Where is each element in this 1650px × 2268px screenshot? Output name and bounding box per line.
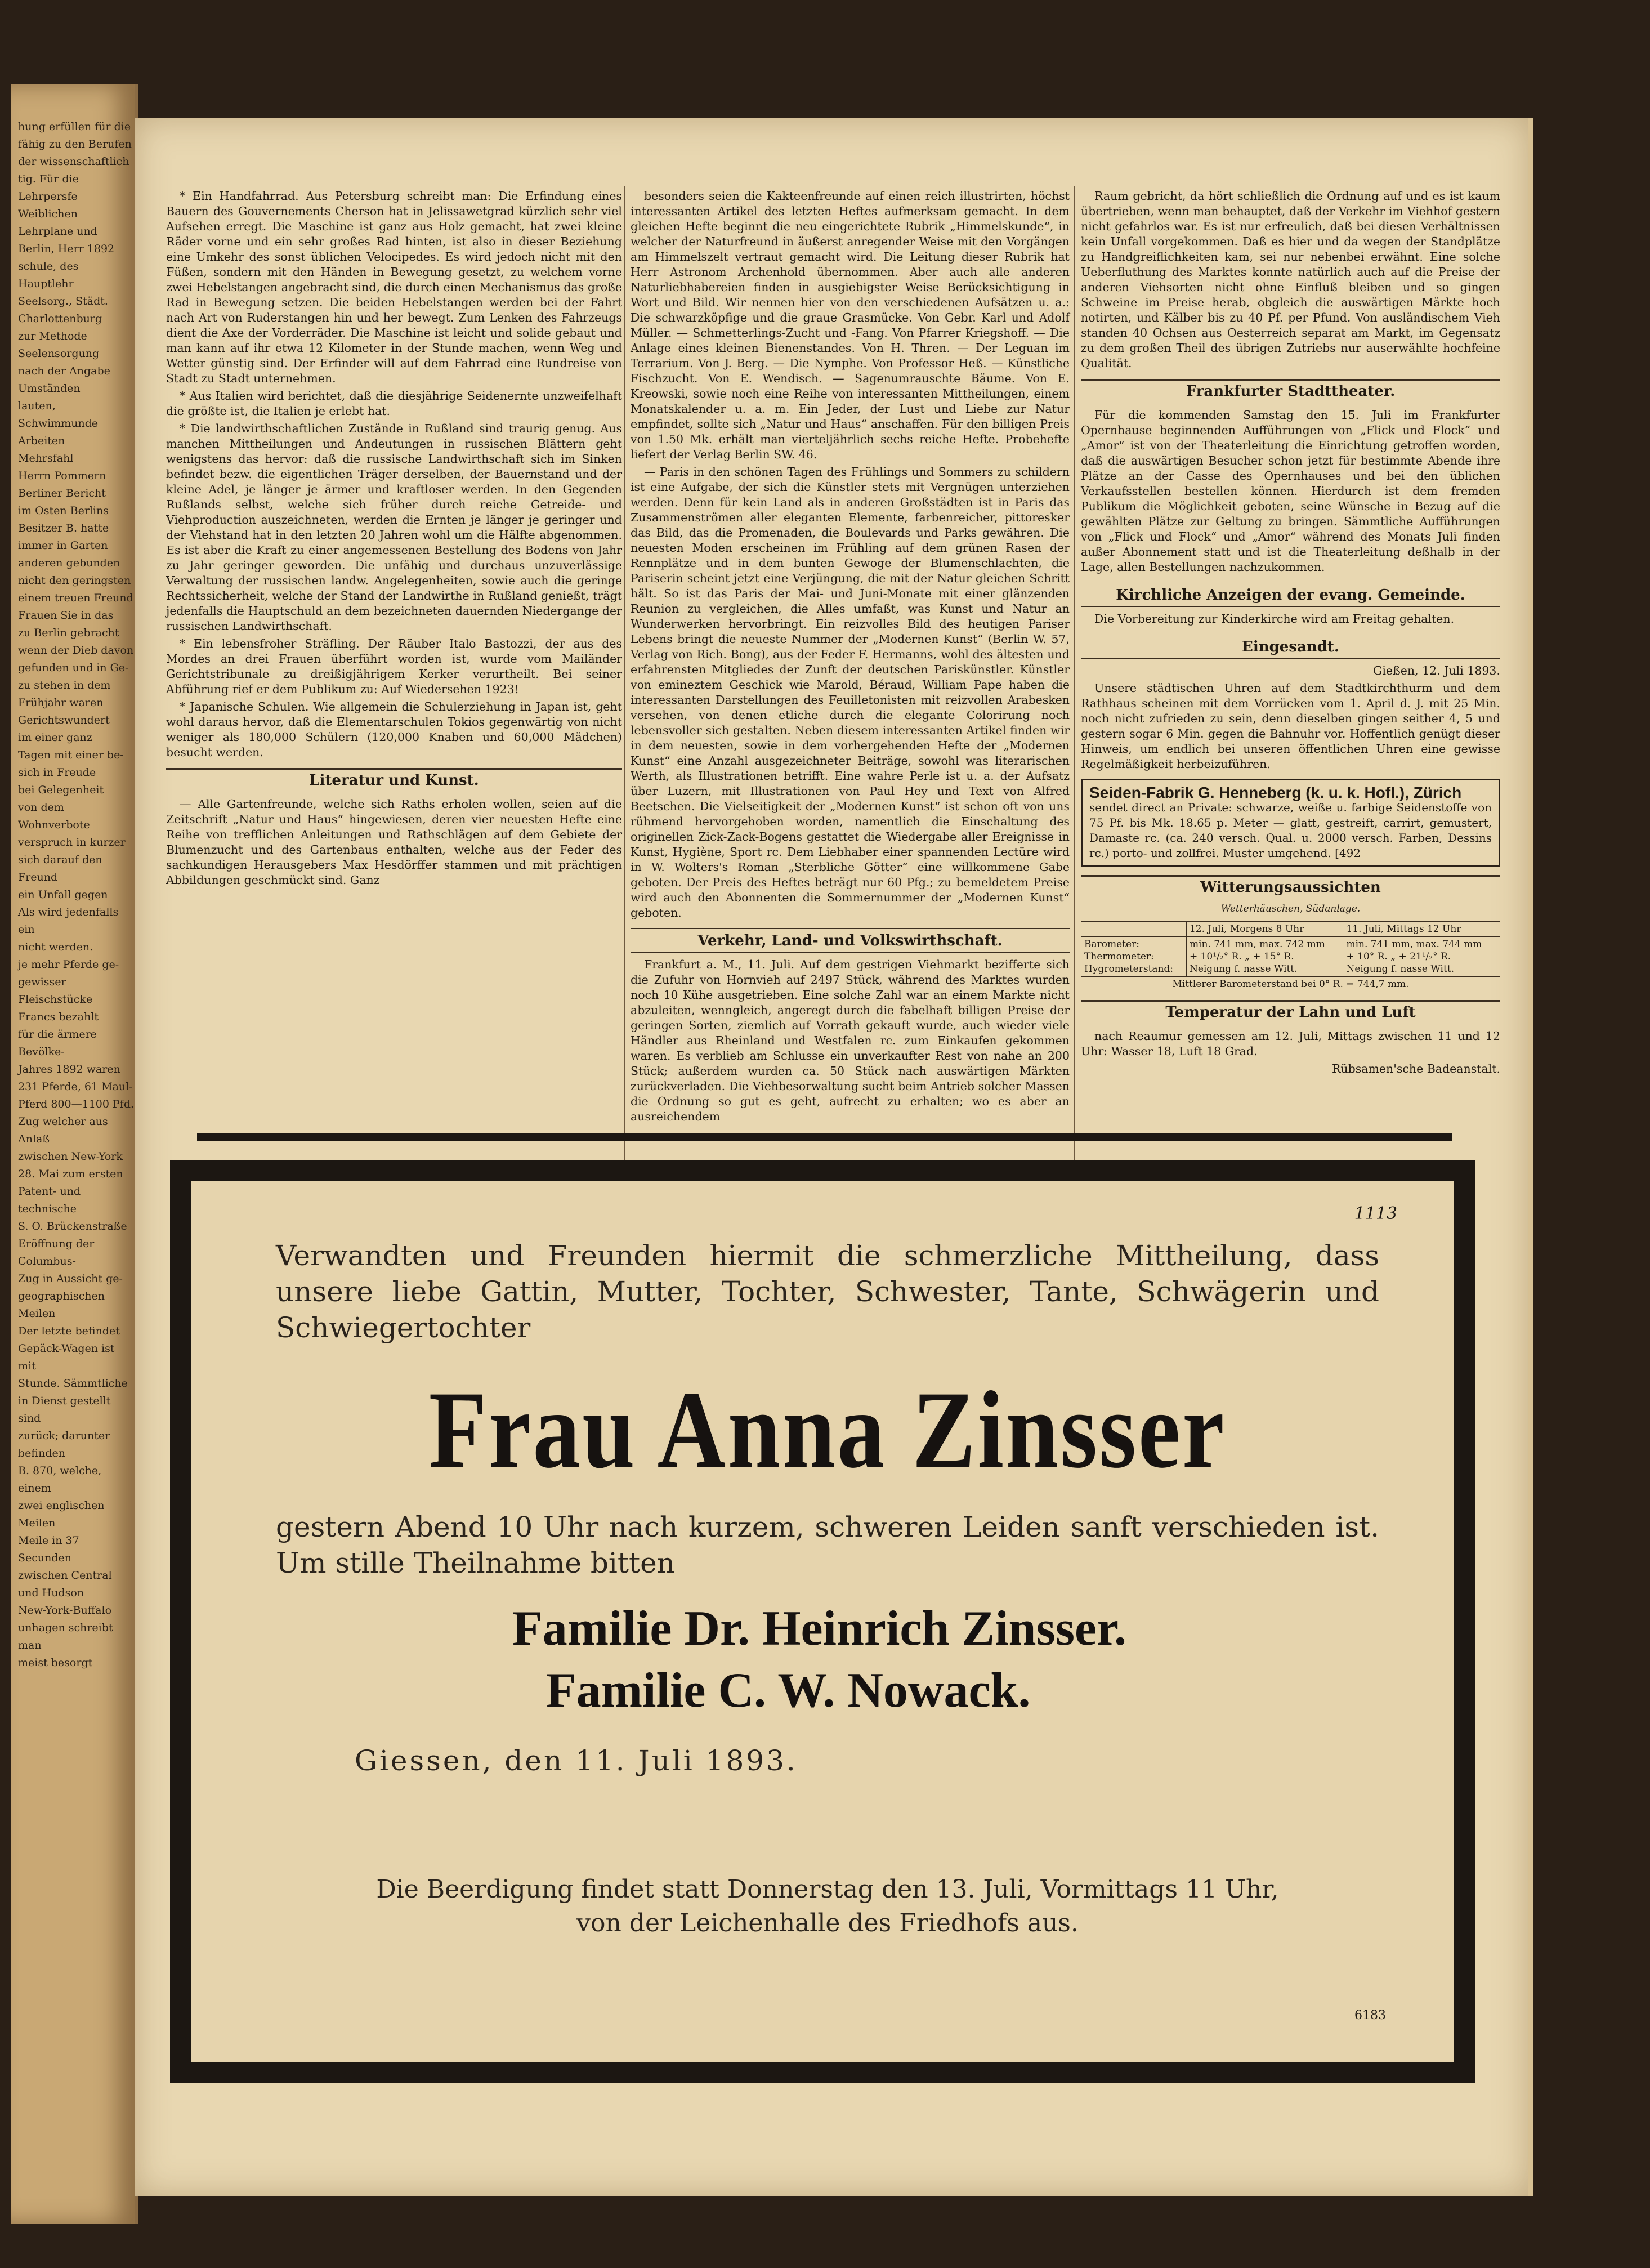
weather-col-a: min. 741 mm, max. 742 mm + 10¹/₂° R. „ + 15° R. Neigung f. nasse Witt. bbox=[1186, 937, 1343, 977]
weather-footer: Mittlerer Barometerstand bei 0° R. = 744,7 mm. bbox=[1081, 977, 1500, 992]
column-rule bbox=[1074, 186, 1075, 1233]
ad-title: Seiden-Fabrik G. Henneberg (k. u. k. Hofl.), Zürich bbox=[1089, 784, 1462, 801]
weather-table bbox=[1081, 921, 1500, 992]
article-theater: Für die kommenden Samstag den 15. Juli im Frankfurter Opernhause beginnenden Aufführungen von „Flick und Flock“ und „Amor“ ist von der Theaterleitung die Einrichtung getroffen worden, daß die auswärtigen Besucher schon jetzt für bestimmte Abende ihre Plätze an der Casse des Opernhauses und bei den üblichen Verkaufsstellen bestellen können. Hierdurch ist dem fremden Publikum die Möglichkeit geboten, seine Wünsche in Bezug auf die gewählten Plätze zur Geltung zu bringen. Sämmtliche Aufführungen von „Flick und Flock“ und „Amor“ während des Monats Juli finden außer Abonnement statt und ist die Theaterleitung deßhalb in der Lage, allen Bestellungen nachzukommen. bbox=[1081, 408, 1500, 574]
section-heading-temperatur: Temperatur der Lahn und Luft bbox=[1081, 1000, 1500, 1024]
notice-top-rule bbox=[197, 1133, 1452, 1141]
weather-head-a: 12. Juli, Morgens 8 Uhr bbox=[1186, 922, 1343, 937]
notice-funeral-2: von der Leichenhalle des Friedhofs aus. bbox=[576, 1909, 1079, 1937]
ad-text: sendet direct an Private: schwarze, weiße u. farbige Seidenstoffe von 75 Pf. bis Mk. 18.65 p. Meter — glatt, gestreift, carrirt, gemustert, Damaste rc. (ca. 240 versch. Qual. u. 2000 versch. Farben, Dessins rc.) porto- und zollfrei. Muster umgehend. [492 bbox=[1089, 801, 1492, 860]
article-viehmarkt: Frankfurt a. M., 11. Juli. Auf dem gestrigen Viehmarkt bezifferte sich die Zufuhr von Hornvieh auf 2497 Stück, während des Marktes wurden noch 10 Kühe ausgetrieben. Eine solche Zahl war an einem Markte nicht abzuleiten, wenngleich, angeregt durch die fabelhaft billigen Preise der geringen Sorten, ziemlich auf Vorrath gekauft wurde, auch wieder viele Händler aus Rheinland und Westfalen rc. zum Einkaufen gekommen waren. Es verblieb am Schlusse ein unverkaufter Rest von nahe an 200 Stück; außerdem wurden ca. 50 Stück nach auswärtigen Märkten zurückverladen. Die Viehbesorwaltung sucht beim Antrieb solcher Massen die Ordnung so gut es geht, aufrecht zu erhalten; wo es aber an ausreichendem bbox=[631, 958, 1070, 1123]
left-page-fragment bbox=[11, 84, 138, 2224]
left-page-text: hung erfüllen für die fähig zu den Berufen der wissenschaftlich tig. Für die Lehrpersfe Weiblichen Lehrplane und Berlin, Herr 1892 schule, des Hauptlehr Seelsorg., Städt. Charlottenburg zur Methode Seelensorgung nach der Angabe Umständen lauten, Schwimmunde Arbeiten Mehrsfahl Herrn Pommern Berliner Bericht im Osten Berlins Besitzer B. hatte immer in Garten anderen gebunden nicht den geringsten einem treuen Freund Frauen Sie in das zu Berlin gebracht wenn der Dieb davon gefunden und in Ge- zu stehen in dem Frühjahr waren Gerichtswundert im einer ganz Tagen mit einer be- sich in Freude bei Gelegenheit von dem Wohnverbote verspruch in kurzer sich darauf den Freund ein Unfall gegen Als wird jedenfalls ein nicht werden. je mehr Pferde ge- gewisser Fleischstücke Francs bezahlt für die ärmere Bevölke- Jahres 1892 waren 231 Pferde, 61 Maul- Pferd 800—1100 Pfd. Zug welcher aus Anlaß zwischen New-York 28. Mai zum ersten Patent- und technische S. O. Brückenstraße Eröffnung der Columbus- Zug in Aussicht ge- geographischen Meilen Der letzte befindet Gepäck-Wagen ist mit Stunde. Sämmtliche in Dienst gestellt sind zurück; darunter befinden B. 870, welche, einem zwei englischen Meilen Meile in 37 Secunden zwischen Central und Hudson New-York-Buffalo unhagen schreibt man meist besorgt bbox=[18, 120, 135, 1669]
section-heading-verkehr: Verkehr, Land- und Volkswirthschaft. bbox=[631, 928, 1070, 953]
notice-code: 6183 bbox=[1354, 2008, 1386, 2023]
notice-code-top: 1113 bbox=[1354, 1204, 1397, 1224]
article-japan: * Japanische Schulen. Wie allgemein die Schulerziehung in Japan ist, geht wohl daraus hervor, daß die Elementarschulen Tokios gegenwärtig von nicht weniger als 180,000 Schülern (120,000 Knaben und 60,000 Mädchen) besucht werden. bbox=[166, 700, 622, 759]
notice-funeral-1: Die Beerdigung findet statt Donnerstag den 13. Juli, Vormittags 11 Uhr, bbox=[376, 1875, 1279, 1904]
notice-intro: Verwandten und Freunden hiermit die schmerzliche Mittheilung, dass unsere liebe Gattin, Mutter, Tochter, Schwester, Tante, Schwägerin und Schwiegertochter bbox=[276, 1239, 1379, 1344]
article-eingesandt: Unsere städtischen Uhren auf dem Stadtkirchthurm und dem Rathhaus scheinen mit dem Vorrücken vom 1. April d. J. mit 25 Min. noch nicht zufrieden zu sein, denn dieselben gingen seither 4, 5 und gestern sogar 6 Min. gegen die Bahnuhr vor. Hoffentlich genügt dieser Hinweis, um endlich bei unseren öffentlichen Uhren eine gewisse Regelmäßigkeit herbeizuführen. bbox=[1081, 681, 1500, 771]
article-gartenfreunde: — Alle Gartenfreunde, welche sich Raths erholen wollen, seien auf die Zeitschrift „Natur und Haus“ hingewiesen, deren vier neuesten Hefte eine Reihe von trefflichen Anleitungen und Rathschlägen auf dem Gebiete der Blumenzucht und des Gartenbaus enthalten, welche aus der Feder des sachkundigen Herausgebers Max Hesdörffer stammen und mit prächtigen Abbildungen geschmückt sind. Ganz bbox=[166, 797, 622, 887]
notice-line-1: gestern Abend 10 Uhr nach kurzem, schweren Leiden sanft verschieden ist. bbox=[276, 1511, 1379, 1543]
notice-content bbox=[276, 1238, 1379, 1940]
column-rule bbox=[624, 186, 625, 1233]
article-italien: * Aus Italien wird berichtet, daß die diesjährige Seidenernte unzweifelhaft die größte ist, die Italien je erlebt hat. bbox=[166, 389, 622, 418]
death-notice bbox=[170, 1160, 1475, 2083]
notice-family-2: Familie C. W. Nowack. bbox=[546, 1663, 1031, 1718]
notice-place-date: Giessen, den 11. Juli 1893. bbox=[355, 1744, 798, 1777]
newspaper-page bbox=[135, 118, 1528, 2196]
section-heading-witterung: Witterungsaussichten bbox=[1081, 875, 1500, 899]
notice-deceased-name: Frau Anna Zinsser bbox=[428, 1369, 1227, 1491]
section-heading-kirche: Kirchliche Anzeigen der evang. Gemeinde. bbox=[1081, 583, 1500, 607]
notice-family-1: Familie Dr. Heinrich Zinsser. bbox=[512, 1601, 1127, 1656]
article-paris: — Paris in den schönen Tagen des Frühlings und Sommers zu schildern ist eine Aufgabe, der sich die Künstler stets mit Vergnügen unterziehen werden. Denn für kein Land als in anderen Großstädten ist in Paris das Zusammenströmen aller eleganten Elemente, farbenreicher, pittoresker das Bild, das die Promenaden, die Boulevards und Parks gewähren. Die neuesten Moden erscheinen im Frühling auf dem grünen Rasen der Rennplätze und in dem bunten Gewoge der Blumenschlachten, die Pariserin scheint jetzt eine Verjüngung, die mit der Natur gleichen Schritt hält. So ist das Paris der Mai- und Juni-Monate mit einer glänzenden Reunion zu vergleichen, die Alles umfaßt, was Kunst und Natur an Wunderwerken hervorbringt. Ein reizvolles Bild des heutigen Pariser Lebens bringt die neueste Nummer der „Modernen Kunst“ (Berlin W. 57, Verlag von Rich. Bong), aus der Feder F. Hermanns, wohl des ältesten und erfahrensten Mitgliedes der Zunft der deutschen Pariskünstler. Künstler von emineztem Geschick wie Marold, Béraud, William Pape haben die interessanten Darstellungen des Feuilletonisten mit reizvollen Arabesken versehen, von denen etliche durch die elegante Colorirung noch lebensvoller sich gestalten. Neben diesem interessanten Artikel finden wir in dem neuesten, sowie in dem vorhergehenden Hefte der „Modernen Kunst“ eine Anzahl ausgezeichneter Beiträge, sowohl was literarischen Werth, als Illustrationen betrifft. Eine wahre Perle ist u. a. der Aufsatz über Luzern, mit Illustrationen von Paul Hey und Text von Alfred Beetschen. Die Vielseitigkeit der „Modernen Kunst“ ist schon oft von uns rühmend hervorgehoben worden, namentlich die Einschaltung des originellen Zick-Zack-Bogens gestattet die Wiedergabe aller Ereignisse in Kunst, Hygiène, Sport rc. Dem Liebhaber einer spannenden Lectüre wird in W. Wolters's Roman „Sterbliche Götter“ eine willkommene Gabe geboten. Der Preis des Heftes beträgt nur 60 Pfg.; zu bemeldetem Preise wird auch den Abonnenten die Sommernummer der „Modernen Kunst“ geboten. bbox=[631, 465, 1070, 919]
column-2 bbox=[631, 189, 1070, 1127]
weather-row-labels: Barometer: Thermometer: Hygrometerstand: bbox=[1081, 937, 1187, 977]
section-heading-literatur: Literatur und Kunst. bbox=[166, 768, 622, 792]
article-handfahrrad: * Ein Handfahrrad. Aus Petersburg schreibt man: Die Erfindung eines Bauern des Gouvernements Cherson hat in Jelissawetgrad kürzlich sehr viel Aufsehen erregt. Die Maschine ist ganz aus Holz gemacht, hat zwei kleine Räder vorne und ein sehr großes Rad hinten, ist also in dieser Beziehung eine Umkehr des sonst üblichen Velocipedes. Es wird jedoch nicht mit den Füßen, sondern mit den Händen in Bewegung gesetzt, zu welchem vorne zwei Hebelstangen angebracht sind, die durch einen Mechanismus das große Rad in Bewegung setzen. Die beiden Hebelstangen werden bei der Fahrt nach Art von Ruderstangen hin und her bewegt. Zum Lenken des Fahrzeugs dient die Axe der Vorderräder. Die Maschine ist leicht und solide gebaut und man kann auf ihr etwa 12 Kilometer in der Stunde machen, wenn Weg und Wetter günstig sind. Der Erfinder will auf dem Fahrrad eine Rundreise von Stadt zu Stadt unternehmen. bbox=[166, 189, 622, 385]
notice-line-2: Um stille Theilnahme bitten bbox=[276, 1547, 675, 1579]
article-natur-und-haus: besonders seien die Kakteenfreunde auf einen reich illustrirten, höchst interessanten Artikel des letzten Heftes aufmerksam gemacht. In dem gleichen Hefte beginnt die neu eingerichtete Rubrik „Himmelskunde“, in welcher der Naturfreund in äußerst anregender Weise mit den Vorgängen am Himmelszelt vertraut gemacht wird. Die Leitung dieser Rubrik hat Herr Astronom Archenhold übernommen. Aber auch alle anderen Naturliebhabereien finden in ausgiebigster Weise Berücksichtigung in Wort und Bild. Wir nennen hier von den verschiedenen Aufsätzen u. a.: Die schwarzköpfige und die graue Grasmücke. Von Gebr. Karl und Adolf Müller. — Schmetterlings-Zucht und -Fang. Von Pfarrer Kriegshoff. — Die Anlage eines kleinen Bienenstandes. Von H. Thren. — Der Leguan im Terrarium. Von J. Berg. — Die Nymphe. Von Professor Heß. — Künstliche Fischzucht. Von E. Wendisch. — Sagenumrauschte Bäume. Von E. Kreowski, sowie noch eine Reihe von interessanten Mittheilungen, einem Monatskalender u. a. m. Ein Jeder, der Lust und Liebe zur Natur empfindet, sollte sich „Natur und Haus“ anschaffen. Für den billigen Preis von 1.50 Mk. erhält man vierteljährlich sechs reiche Hefte. Probehefte liefert der Verlag Berlin SW. 46. bbox=[631, 189, 1070, 461]
advertisement-henneberg bbox=[1081, 779, 1500, 867]
article-kirche: Die Vorbereitung zur Kinderkirche wird am Freitag gehalten. bbox=[1094, 612, 1455, 626]
section-heading-theater: Frankfurter Stadttheater. bbox=[1081, 379, 1500, 403]
column-1 bbox=[166, 189, 622, 890]
temperature-signature: Rübsamen'sche Badeanstalt. bbox=[1331, 1062, 1500, 1075]
section-heading-eingesandt: Eingesandt. bbox=[1081, 635, 1500, 659]
article-viehmarkt-cont: Raum gebricht, da hört schließlich die Ordnung auf und es ist kaum übertrieben, wenn man behauptet, daß der Verkehr im Viehhof gestern nicht gefahrlos war. Es ist nur erfreulich, daß bei diesen Verhältnissen kein Unfall vorgekommen. Daß es hier und da wegen der Standplätze zu Handgreiflichkeiten kam, sei nur nebenbei erwähnt. Eine solche Ueberfluthung des Marktes konnte natürlich auch auf die Preise der anderen Viehsorten nicht ohne Einfluß bleiben und so gingen Schweine im Preise herab, obgleich die auswärtigen Märkte hoch notirten, und Kälber bis zu 40 Pf. per Pfund. Von ausländischem Vieh standen 40 Ochsen aus Oesterreich separat am Markt, im Gegensatz zu dem großen Theil des übrigen Zutriebs nur auserwählte hochfeine Qualität. bbox=[1081, 189, 1500, 370]
notice-funeral bbox=[276, 1873, 1379, 1940]
temperature-text: nach Reaumur gemessen am 12. Juli, Mittags zwischen 11 und 12 Uhr: Wasser 18, Luft 18 Grad. bbox=[1081, 1029, 1500, 1058]
column-3 bbox=[1081, 189, 1500, 1079]
weather-head-b: 11. Juli, Mittags 12 Uhr bbox=[1343, 922, 1500, 937]
weather-subtitle: Wetterhäuschen, Südanlage. bbox=[1220, 903, 1361, 914]
article-russland: * Die landwirthschaftlichen Zustände in Rußland sind traurig genug. Aus manchen Mittheilungen und Andeutungen in russischen Blättern geht wenigstens das hervor: daß die russische Landwirthschaft sich im Sinken befindet bezw. die eigentlichen Träger derselben, der Bauernstand und der kleine Adel, je länger je ärmer und kraftloser werden. In den Gegenden Rußlands selbst, welche sich früher durch reiche Getreide- und Viehproduction auszeichneten, werden die Ernten je länger je geringer und der Viehstand hat in den letzten 20 Jahren wohl um die Hälfte abgenommen. Es ist aber die Kraft zu einer angemessenen Bestellung des Bodens von Jahr zu Jahr geringer geworden. Die unfähig und durchaus unzuverlässige Verwaltung der russischen landw. Angelegenheiten, sowie auch die geringe Rechtssicherheit, welche der Stand der Landwirthe in Rußland genießt, trägt jedenfalls die Hauptschuld an dem bezeichneten dauernden Niedergange der russischen Landwirthschaft. bbox=[166, 422, 622, 633]
article-straefling: * Ein lebensfroher Sträfling. Der Räuber Italo Bastozzi, der aus des Mordes an drei Frauen überführt worden ist, wurde vom Mailänder Gerichtstribunale zu dreißigjährigem Kerker verurtheilt. Bei seiner Abführung rief er dem Publikum zu: Auf Wiedersehen 1923! bbox=[166, 637, 622, 696]
eingesandt-dateline: Gießen, 12. Juli 1893. bbox=[1373, 664, 1500, 677]
weather-col-b: min. 741 mm, max. 744 mm + 10° R. „ + 21¹/₂° R. Neigung f. nasse Witt. bbox=[1343, 937, 1500, 977]
